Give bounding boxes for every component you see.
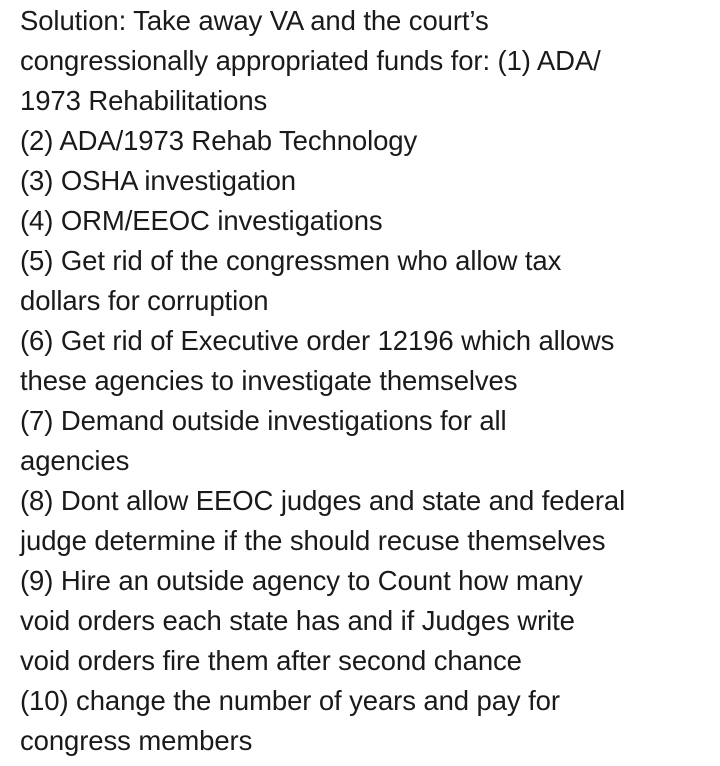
text-line: (3) OSHA investigation [20,165,296,196]
text-line: void orders each state has and if Judges write [20,605,575,636]
text-line: congressionally appropriated funds for: (1) ADA/ [20,45,601,76]
text-line: void orders fire them after second chance [20,645,522,676]
text-line: (6) Get rid of Executive order 12196 which allows [20,325,615,356]
text-line: (7) Demand outside investigations for all [20,405,507,436]
text-line: judge determine if the should recuse themselves [20,525,606,556]
text-line: (9) Hire an outside agency to Count how many [20,565,583,596]
text-line: (5) Get rid of the congressmen who allow tax [20,245,562,276]
text-line: 1973 Rehabilitations [20,85,268,116]
text-line: dollars for corruption [20,285,269,316]
text-line: these agencies to investigate themselves [20,365,518,396]
text-line: (8) Dont allow EEOC judges and state and federal [20,485,626,516]
text-line: agencies [20,445,130,476]
text-line: (2) ADA/1973 Rehab Technology [20,125,418,156]
text-line: congress members [20,725,253,756]
text-line: (4) ORM/EEOC investigations [20,205,383,236]
text-line: (10) change the number of years and pay for [20,685,560,716]
text-line: Solution: Take away VA and the court’s [20,5,489,36]
